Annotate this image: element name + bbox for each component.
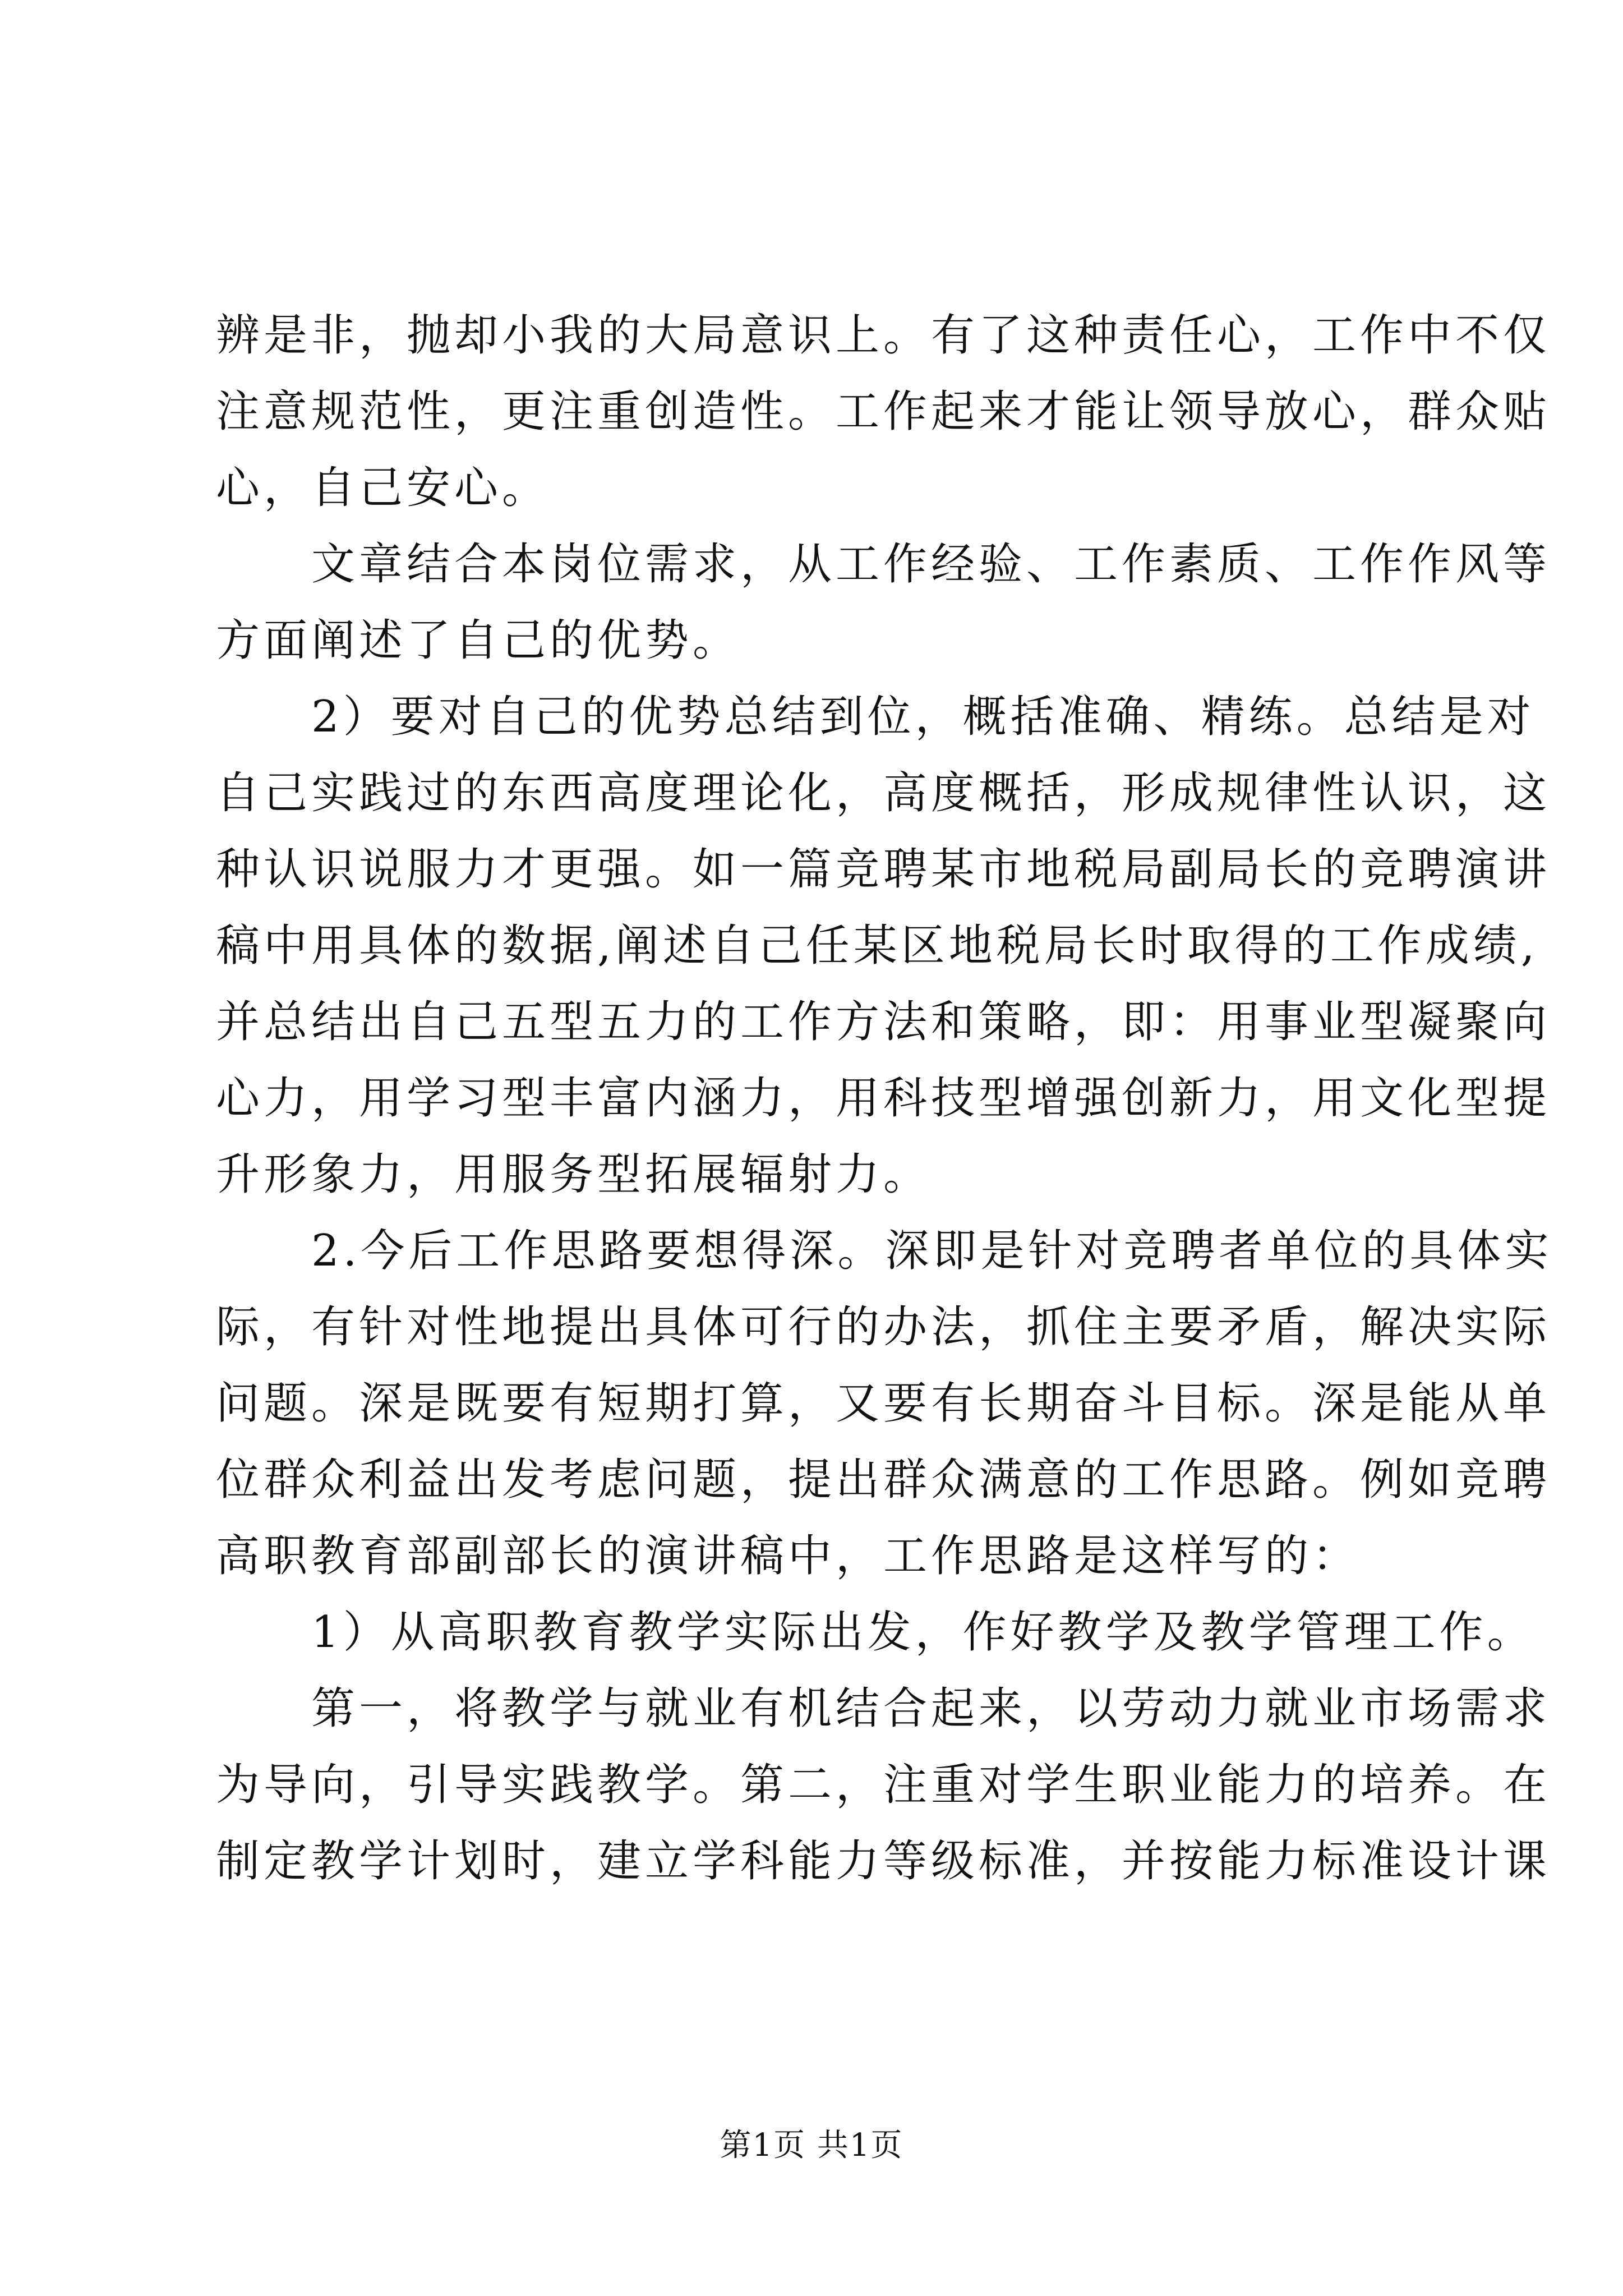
page-footer: 第1页 共1页 [720, 2127, 903, 2164]
text-line: 心，自己安心。 [216, 463, 550, 513]
text-line: 种认识说服力才更强。如一篇竞聘某市地税局副局长的竞聘演讲 [216, 844, 1551, 895]
text-line: 文章结合本岗位需求，从工作经验、工作素质、工作作风等 [216, 539, 1551, 590]
document-body [216, 297, 1553, 1899]
text-line: 注意规范性，更注重创造性。工作起来才能让领导放心，群众贴 [216, 386, 1551, 437]
text-line: 2）要对自己的优势总结到位，概括准确、精练。总结是对 [216, 692, 1535, 742]
text-line: 并总结出自己五型五力的工作方法和策略，即：用事业型凝聚向 [216, 997, 1551, 1047]
text-line: 1）从高职教育教学实际出发，作好教学及教学管理工作。 [216, 1607, 1535, 1658]
text-line: 问题。深是既要有短期打算，又要有长期奋斗目标。深是能从单 [216, 1378, 1551, 1429]
text-line: 第一，将教学与就业有机结合起来，以劳动力就业市场需求 [216, 1683, 1551, 1734]
text-line: 辨是非，抛却小我的大局意识上。有了这种责任心，工作中不仅 [216, 310, 1551, 361]
text-line: 际，有针对性地提出具体可行的办法，抓住主要矛盾，解决实际 [216, 1302, 1551, 1352]
text-line: 自己实践过的东西高度理论化，高度概括，形成规律性认识，这 [216, 768, 1551, 818]
text-line: 制定教学计划时，建立学科能力等级标准，并按能力标准设计课 [216, 1836, 1551, 1887]
text-line: 心力，用学习型丰富内涵力，用科技型增强创新力，用文化型提 [216, 1073, 1551, 1124]
text-line: 方面阐述了自己的优势。 [216, 615, 741, 666]
text-line: 升形象力，用服务型拓展辐射力。 [216, 1149, 932, 1200]
text-line: 位群众利益出发考虑问题，提出群众满意的工作思路。例如竞聘 [216, 1455, 1551, 1505]
text-line: 稿中用具体的数据,阐述自己任某区地税局长时取得的工作成绩, [216, 921, 1539, 971]
text-line: 2.今后工作思路要想得深。深即是针对竞聘者单位的具体实 [216, 1226, 1553, 1276]
text-line: 高职教育部副部长的演讲稿中，工作思路是这样写的： [216, 1531, 1361, 1581]
text-line: 为导向，引导实践教学。第二，注重对学生职业能力的培养。在 [216, 1760, 1551, 1810]
